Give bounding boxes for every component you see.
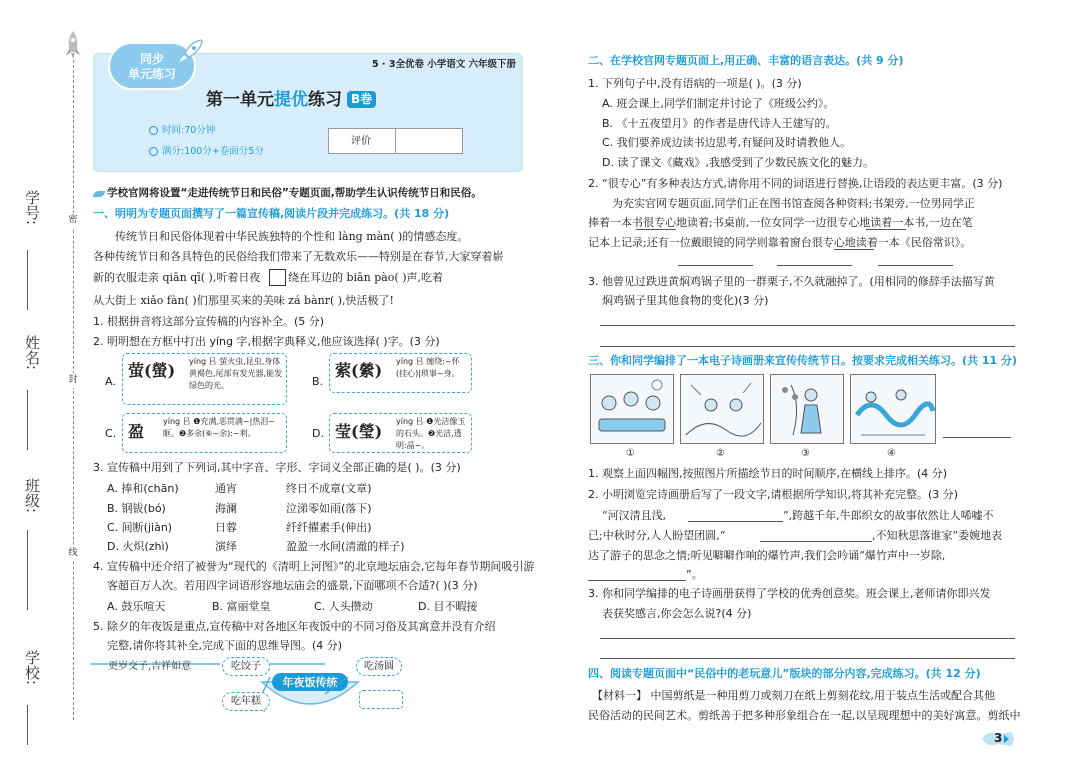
- rocket-icon: [64, 30, 82, 64]
- mindmap-node-2: [222, 657, 270, 676]
- option-c-def: yíng 㠯 ❶充满,恶贯满~|热泪~眶。❷多余(⑥~余):~利。: [163, 417, 276, 438]
- q3-answer-line1[interactable]: [600, 325, 1015, 326]
- q3-row-a-1: A. 捧和(chān): [107, 482, 179, 495]
- mindmap-center: 年夜饭传统: [282, 676, 338, 689]
- option-a-letter: A.: [105, 375, 116, 388]
- s2-q2-para2: 捧着一本书很专心地读着;书桌前,一位女同学一边很专心地读着一本书,一边在笔: [588, 216, 973, 229]
- picture-3: [770, 374, 844, 444]
- title-part-b: 提优: [274, 90, 308, 110]
- s3-q2-line1a: “河汉清且浅,: [602, 509, 667, 522]
- clock-icon: [149, 126, 158, 135]
- option-d-letter: D.: [312, 427, 324, 440]
- s3-q2-line2a: 已;中秋时分,人人盼望团圆,“: [588, 529, 726, 542]
- section2-title: 二、在学校官网专题页面上,用正确、丰富的语言表达。(共 9 分): [588, 54, 904, 67]
- page-title: [206, 89, 376, 111]
- mindmap-node-4: [222, 692, 270, 711]
- poem-blank-3[interactable]: [588, 580, 686, 581]
- s2-question3-line2: 焖鸡锅子里其他食物的变化)(3 分): [602, 294, 769, 307]
- section1-title: 一、明明为专题页面撰写了一篇宣传稿,阅读片段并完成练习。(共 18 分): [93, 207, 450, 220]
- q2-answer-2[interactable]: [777, 265, 852, 266]
- q4-option-b: B. 富丽堂皇: [212, 600, 271, 613]
- s1-question5-line1: 5. 除夕的年夜饭是重点,宣传稿中对各地区年夜饭中的不同习俗及其寓意并没有介绍: [93, 620, 496, 633]
- material1-line2: 民俗活动的民间艺术。剪纸善于把多种形象组合在一起,以呈现理想中的美好寓意。剪纸中: [588, 709, 1021, 722]
- picture-3-label: ③: [801, 448, 810, 459]
- picture-1: [590, 374, 674, 444]
- closing-quote: ”。: [686, 568, 703, 581]
- s3-q2-line1b: ”,跨越千年,牛郎织女的故事依然让人唏嘘不: [783, 509, 994, 522]
- s2-question2: 2. “很专心”有多种表达方式,请你用不同的词语进行替换,让语段的表达更丰富。(3 分): [588, 177, 1003, 190]
- passage-line2: 各种传统节日和各具特色的民俗给我们带来了无数欢乐——特别是在春节,大家穿着崭: [93, 250, 504, 263]
- section4-title: 四、阅读专题页面中“民俗中的老玩意儿”版块的部分内容,完成练习。(共 12 分): [588, 667, 981, 680]
- s2-q1-option-d: D. 读了课文《藏戏》,我感受到了少数民族文化的魅力。: [602, 156, 874, 169]
- mindmap-tangyuan: 吃汤圆: [364, 661, 394, 672]
- s3-question2: 2. 小明浏览完诗画册后写了一段文字,请根据所学知识,将其补充完整。(3 分): [588, 488, 959, 501]
- q4-option-c: C. 人头攒动: [314, 600, 373, 613]
- q4-option-a: A. 鼓乐喧天: [107, 600, 166, 613]
- s1-question1: 1. 根据拼音将这部分宣传稿的内容补全。(5 分): [93, 315, 325, 328]
- q3-row-a-3: 终日不成章(文章): [286, 482, 372, 495]
- picture-4: [850, 374, 936, 444]
- s2-question3-line1: 3. 他曾见过跌进黄焖鸡锅子里的一群栗子,不久就融掉了。(用相同的修辞手法描写黄: [588, 275, 995, 288]
- q3-row-d-3: 盈盈一水间(清澈的样子): [286, 540, 405, 553]
- mindmap-niangao: 吃年糕: [231, 696, 261, 707]
- s2-q1-option-c: C. 我们要养成边读书边思考,有疑问及时请教他人。: [602, 136, 852, 149]
- picture-2: [680, 374, 764, 444]
- intro-text: 学校官网将设置“走进传统节日和民俗”专题页面,帮助学生认识传统节日和民俗。: [107, 187, 482, 199]
- s1-question3: 3. 宣传稿中用到了下列词,其中字音、字形、字词义全部正确的是( )。(3 分): [93, 461, 461, 474]
- q2-underline-3: [834, 249, 874, 250]
- s1-question4-line1: 4. 宣传稿中还介绍了被誉为“现代的《清明上河图》”的北京地坛庙会,它每年春节期间吸引游: [93, 560, 535, 573]
- s1-question2: 2. 明明想在方框中打出 yíng 字,根据字典释义,他应该选择( )字。(3 分): [93, 335, 440, 348]
- q3-row-c-3: 纤纤擢素手(伸出): [286, 521, 372, 534]
- q2-underline-1: [636, 229, 676, 230]
- q3-row-c-1: C. 间断(jiàn): [107, 521, 173, 534]
- s2-question1: 1. 下列句子中,没有语病的一项是( )。(3 分): [588, 77, 802, 90]
- page-number: 3: [994, 731, 1003, 745]
- passage-line3b: 绕在耳边的 biān pào( )声,吃着: [288, 271, 443, 284]
- title-part-a: 第一单元: [206, 90, 274, 110]
- s2-q2-para1: 为充实官网专题页面,同学们正在图书馆查阅各种资料;书架旁,一位男同学正: [612, 197, 975, 210]
- s3-question1: 1. 观察上面四幅图,按照图片所描绘节日的时间顺序,在横线上排序。(4 分): [588, 467, 948, 480]
- q3-row-b-1: B. 钢钹(bó): [107, 502, 166, 515]
- full-score: 满分:100分+卷面分5分: [162, 146, 264, 157]
- class-label: 班级:: [23, 478, 41, 514]
- eval-label: 评价: [351, 136, 371, 147]
- q3-row-d-1: D. 火炽(zhì): [107, 540, 169, 553]
- s2-q2-para3: 记本上记录;还有一位戴眼镜的同学则靠着窗台很专心地读着一本《民俗常识》。: [588, 236, 972, 249]
- passage-line4: 从大街上 xiǎo fàn( )们那里买来的美味 zá bànr( ),快活极了!: [93, 294, 394, 307]
- option-b-card: [329, 353, 472, 393]
- seal-xian: 线: [66, 546, 80, 561]
- mindmap-jiaozi: 吃饺子: [231, 661, 261, 672]
- title-tag: B卷: [347, 91, 376, 108]
- s1-question5-line2: 完整,请你将其补全,完成下面的思维导图。(4 分): [107, 639, 343, 652]
- picture-2-label: ②: [716, 448, 725, 459]
- s1-question4-line2: 客超百万人次。若用四字词语形容地坛庙会的盛景,下面哪项不合适?( )(3 分): [107, 579, 478, 592]
- book-series: 5 · 3全优卷 小学语文 六年级下册: [372, 59, 517, 70]
- q3-row-c-2: 日蓉: [215, 521, 237, 534]
- school-line: [27, 705, 28, 745]
- option-b-letter: B.: [312, 375, 324, 388]
- s2-q1-option-b: B. 《十五夜望月》的作者是唐代诗人王建写的。: [602, 117, 837, 130]
- q3-answer-line2[interactable]: [600, 346, 1015, 347]
- time-limit: 时间:70分钟: [162, 125, 216, 136]
- speech-answer-line1[interactable]: [600, 638, 1015, 639]
- s3-q2-line3: 达了游子的思念之情;听见噼噼作响的爆竹声,我们会吟诵“爆竹声中一岁除,: [588, 549, 946, 562]
- school-label: 学校:: [23, 650, 41, 686]
- option-d-def: yíng 㠯 ❶光洁像玉的石头。❷光洁,透明:晶~。: [396, 417, 466, 450]
- option-d-char: 莹(瑩): [335, 422, 383, 441]
- passage-line1: 传统节日和民俗体现着中华民族独特的个性和 làng màn( )的情感态度。: [115, 230, 469, 243]
- poem-blank-2[interactable]: [760, 541, 872, 542]
- s3-question3-line2: 表获奖感言,你会怎么说?(4 分): [602, 607, 752, 620]
- badge-line2: 单元练习: [127, 67, 176, 81]
- student-id-line: [27, 250, 28, 310]
- section3-title: 三、你和同学编排了一本电子诗画册来宣传传统节日。按要求完成相关练习。(共 11 分): [588, 354, 1018, 367]
- q3-row-b-3: 泣涕零如雨(落下): [286, 502, 372, 515]
- option-a-def: yíng 㠯 萤火虫,昆虫,身体黄褐色,尾部有发光器,能发绿色的光。: [189, 357, 283, 390]
- s2-q1-option-a: A. 班会课上,同学们制定并讨论了《班级公约》。: [602, 97, 835, 110]
- seal-feng: 封: [66, 373, 80, 388]
- q3-row-d-2: 演绎: [215, 540, 237, 553]
- q2-answer-1[interactable]: [678, 265, 753, 266]
- material1-line1: 【材料一】 中国剪纸是一种用剪刀或刻刀在纸上剪刻花纹,用于装点生活或配合其他: [592, 689, 995, 702]
- s3-question3-line1: 3. 你和同学编排的电子诗画册获得了学校的优秀创意奖。班会课上,老师请你即兴发: [588, 587, 991, 600]
- mindmap-custom: 更岁交子,吉祥如意: [108, 661, 192, 672]
- seal-mi: 密: [66, 213, 80, 228]
- option-c-card: [122, 413, 287, 453]
- option-b-def: yíng 㠯 缠绕:~怀(挂心)|琐事~身。: [396, 357, 460, 378]
- q4-option-d: D. 目不暇接: [418, 600, 478, 613]
- leaf-icon: [93, 191, 105, 197]
- speech-answer-line2[interactable]: [600, 658, 1015, 659]
- q3-row-a-2: 通宵: [215, 482, 237, 495]
- name-label: 姓名:: [23, 335, 41, 371]
- check-icon: [149, 147, 158, 156]
- mindmap-node-3: [356, 657, 402, 676]
- binding-line: [73, 60, 74, 720]
- badge-rocket-icon: [176, 36, 206, 70]
- q2-underline-2: [866, 229, 906, 230]
- q2-answer-3[interactable]: [878, 265, 953, 266]
- name-line: [27, 390, 28, 450]
- poem-blank-1[interactable]: [688, 521, 783, 522]
- title-part-c: 练习: [308, 90, 342, 110]
- order-answer-line[interactable]: [943, 437, 1011, 438]
- option-d-card: [329, 413, 472, 453]
- q3-row-b-2: 海澜: [215, 502, 237, 515]
- picture-1-label: ①: [626, 448, 635, 459]
- fill-in-box[interactable]: [269, 269, 286, 286]
- picture-4-label: ④: [887, 448, 896, 459]
- eval-box: [328, 128, 463, 154]
- badge-line1: 同步: [139, 52, 164, 66]
- option-b-char: 萦(縈): [335, 361, 383, 380]
- option-a-char: 萤(螢): [128, 361, 176, 380]
- passage-line3: 新的衣服走亲 qiān qī( ),听着日夜: [93, 271, 261, 284]
- option-a-card: [122, 353, 287, 405]
- student-id-label: 学号:: [23, 190, 41, 226]
- s3-q2-line2b: ,不知秋思落谁家”委婉地表: [872, 529, 1003, 542]
- class-line: [27, 530, 28, 610]
- mindmap-blank[interactable]: [359, 690, 403, 709]
- option-c-letter: C.: [105, 427, 117, 440]
- option-c-char: 盈: [128, 422, 145, 441]
